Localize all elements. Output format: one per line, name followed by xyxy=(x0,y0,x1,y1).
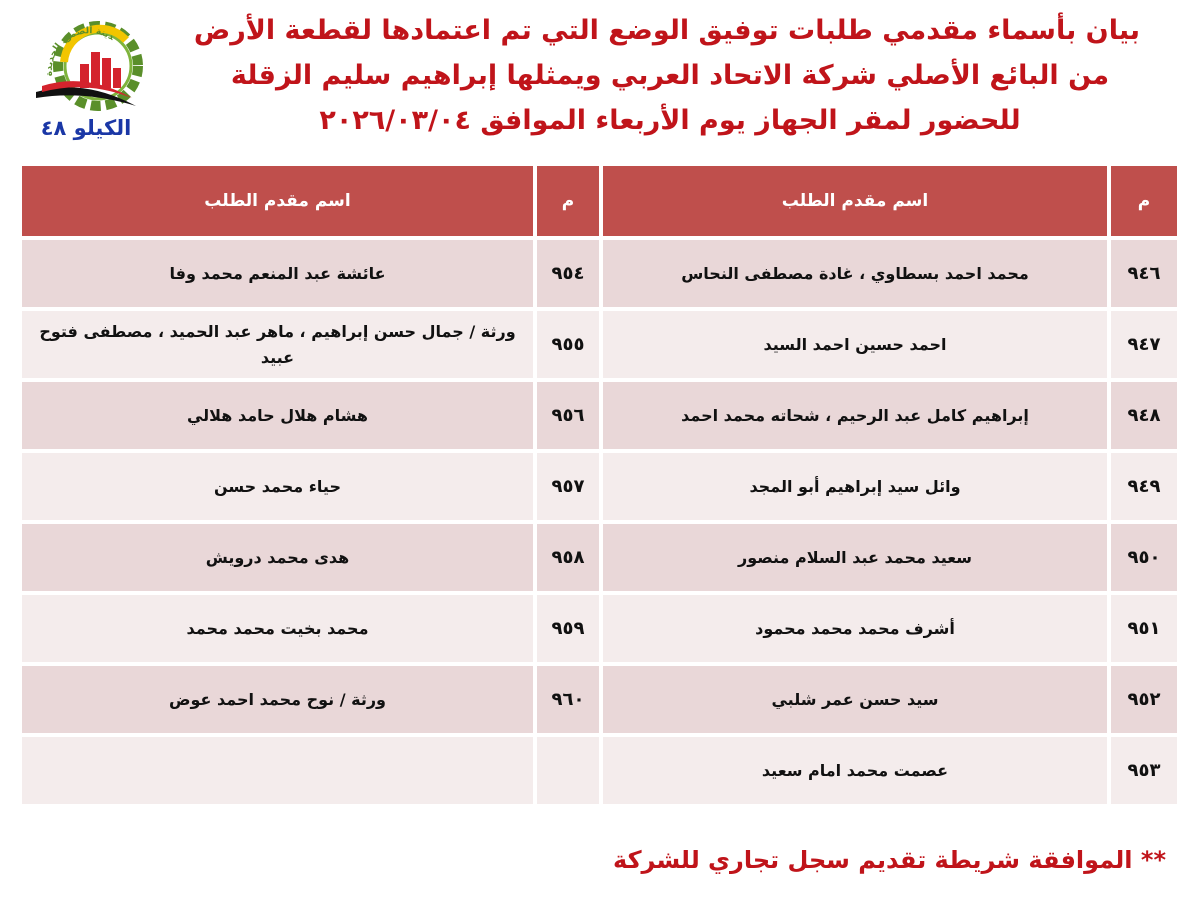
row-num: ٩٥٧ xyxy=(537,453,599,520)
approval-footnote: ** الموافقة شريطة تقديم سجل تجاري للشركة xyxy=(613,846,1166,874)
row-name: سعيد محمد عبد السلام منصور xyxy=(603,524,1107,591)
row-num: ٩٤٦ xyxy=(1111,240,1177,307)
row-num: ٩٥٠ xyxy=(1111,524,1177,591)
table-header-row xyxy=(22,166,1177,236)
row-name: أشرف محمد محمد محمود xyxy=(603,595,1107,662)
title-line-3: للحضور لمقر الجهاز يوم الأربعاء الموافق ٢٠٢٦/٠٣/٠٤ xyxy=(319,105,1021,136)
logo-label: الكيلو ٤٨ xyxy=(40,116,132,140)
row-num: ٩٥٢ xyxy=(1111,666,1177,733)
row-name: إبراهيم كامل عبد الرحيم ، شحاته محمد احمد xyxy=(603,382,1107,449)
row-name: هشام هلال حامد هلالي xyxy=(22,382,533,449)
logo-arc-text: دينة الصمود الجديدة xyxy=(44,26,116,77)
row-name: احمد حسين احمد السيد xyxy=(603,311,1107,378)
row-num: ٩٥٦ xyxy=(537,382,599,449)
header-num-left: م xyxy=(537,166,599,236)
row-num: ٩٥٨ xyxy=(537,524,599,591)
row-name: محمد بخيت محمد محمد xyxy=(22,595,533,662)
row-name: سيد حسن عمر شلبي xyxy=(603,666,1107,733)
row-num: ٩٥٣ xyxy=(1111,737,1177,804)
row-num xyxy=(537,737,599,804)
row-num: ٩٤٩ xyxy=(1111,453,1177,520)
table-row xyxy=(22,595,1177,662)
title-line-2: من البائع الأصلي شركة الاتحاد العربي ويمثلها إبراهيم سليم الزقلة xyxy=(230,60,1110,91)
row-name: عصمت محمد امام سعيد xyxy=(603,737,1107,804)
row-name: وائل سيد إبراهيم أبو المجد xyxy=(603,453,1107,520)
row-name: محمد احمد بسطاوي ، غادة مصطفى النحاس xyxy=(603,240,1107,307)
row-num: ٩٥٤ xyxy=(537,240,599,307)
title-line-1: بيان بأسماء مقدمي طلبات توفيق الوضع التي تم اعتمادها لقطعة الأرض xyxy=(193,15,1140,46)
row-name: عائشة عبد المنعم محمد وفا xyxy=(22,240,533,307)
row-num: ٩٥٥ xyxy=(537,311,599,378)
header-name-right: اسم مقدم الطلب xyxy=(603,166,1107,236)
document-header xyxy=(193,8,1140,143)
table-row xyxy=(22,453,1177,520)
table-row xyxy=(22,311,1177,378)
row-name xyxy=(22,737,533,804)
row-num: ٩٥٩ xyxy=(537,595,599,662)
applicants-table xyxy=(18,162,1181,808)
table-row xyxy=(22,737,1177,804)
table-row xyxy=(22,666,1177,733)
row-name: هدى محمد درويش xyxy=(22,524,533,591)
row-num: ٩٤٧ xyxy=(1111,311,1177,378)
table-row xyxy=(22,240,1177,307)
table-row xyxy=(22,382,1177,449)
header-num-right: م xyxy=(1111,166,1177,236)
row-num: ٩٦٠ xyxy=(537,666,599,733)
header-name-left: اسم مقدم الطلب xyxy=(22,166,533,236)
row-num: ٩٤٨ xyxy=(1111,382,1177,449)
row-name: ورثة / جمال حسن إبراهيم ، ماهر عبد الحميد ، مصطفى فتوح عبيد xyxy=(22,311,533,378)
row-num: ٩٥١ xyxy=(1111,595,1177,662)
row-name: حياء محمد حسن xyxy=(22,453,533,520)
row-name: ورثة / نوح محمد احمد عوض xyxy=(22,666,533,733)
table-row xyxy=(22,524,1177,591)
